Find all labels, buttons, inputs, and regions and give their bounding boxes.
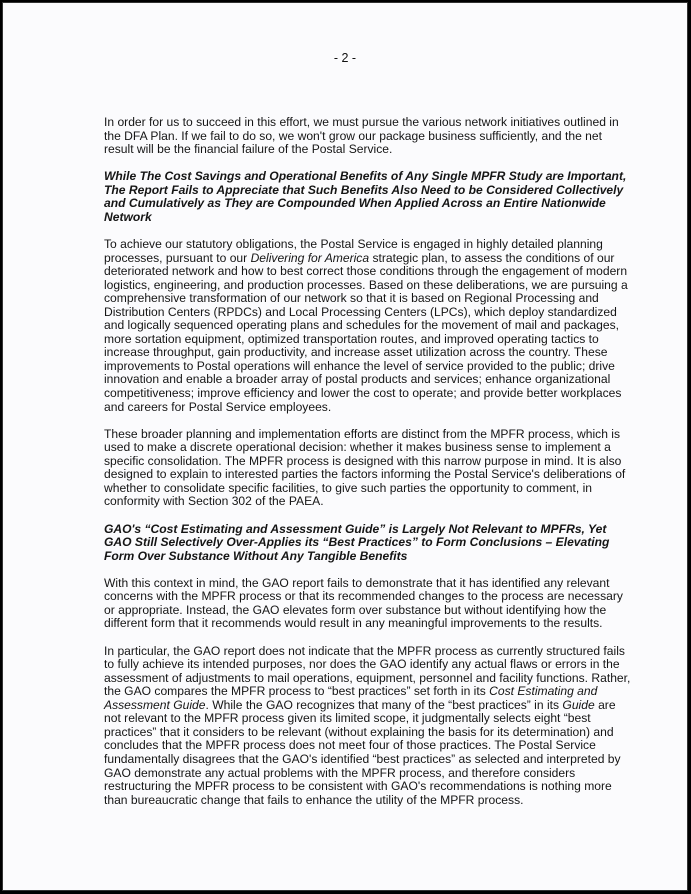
text-run: strategic plan, to assess the conditions of our deteriorated network and how to best correct those conditions through the engagement of modern logistics, engineering, and production processes. Based on these deliberations, we are pursuing a comprehensive transformation of our network so that it is based on Regional Processing and Distribution Centers (RPDCs) and Local Processing Centers (LPCs), which deploy standardized and logically sequenced operating plans and schedules for the movement of mail and packages, more sortation equipment, optimized transportation routes, and improved operating tactics to increase throughput, gain productivity, and increase asset utilization across the country. These improvements to Postal operations will enhance the level of service provided to the public; drive innovation and enable a broader array of postal products and services; enhance organizational competitiveness; improve efficiency and lower the cost to operate; and provide better workplaces and careers for Postal Service employees. bbox=[104, 250, 628, 414]
section-heading-cost-savings: While The Cost Savings and Operational Benefits of Any Single MPFR Study are Important, The Report Fails to Appreciate that Such Benefits Also Need to be Considered Collectively and Cumulatively as They are Compounded When Applied Across an Entire Nationwide Network bbox=[104, 169, 627, 224]
document-page bbox=[2, 2, 688, 891]
text-run: are not relevant to the MPFR process given its limited scope, it judgmentally selects eight “best practices” that it considers to be relevant (without explaining the basis for its determination) and concludes that the MPFR process does not meet four of those practices. The Postal Service fundamentally disagrees that the GAO's identified “best practices” as selected and interpreted by GAO demonstrate any actual problems with the MPFR process, and therefore considers restructuring the MPFR process to be consistent with GAO's recommendations is nothing more than bureaucratic change that fails to enhance the utility of the MPFR process. bbox=[104, 697, 621, 807]
text-run: In particular, the GAO report does not indicate that the MPFR process as currently structured fails to fully achieve its intended purposes, nor does the GAO identify any actual flaws or errors in the assessment of adjustments to mail operations, equipment, personnel and facility functions. Rather, the GAO compares the MPFR process to “best practices” set forth in its bbox=[104, 643, 631, 699]
text-run: . While the GAO recognizes that many of the “best practices” in its bbox=[205, 697, 563, 712]
guide-title: Cost Estimating and Assessment Guide bbox=[104, 684, 598, 712]
page-number: - 2 - bbox=[333, 51, 357, 65]
guide-short-title: Guide bbox=[562, 697, 595, 712]
plan-title: Delivering for America bbox=[250, 250, 370, 265]
paragraph-dfa-plan: In order for us to succeed in this effort, we must pursue the various network initiatives outlined in the DFA Plan. If we fail to do so, we won't grow our package business sufficiently, and the net result will be the financial failure of the Postal Service. bbox=[104, 115, 619, 157]
section-heading-gao-guide: GAO's “Cost Estimating and Assessment Guide” is Largely Not Relevant to MPFRs, Yet GAO Still Selectively Over-Applies its “Best Practices” to Form Conclusions – Elevating Form Over Substance Without Any Tangible Benefits bbox=[104, 521, 610, 563]
paragraph-best-practices bbox=[104, 645, 634, 808]
document-body bbox=[104, 116, 634, 821]
paragraph-statutory-obligations bbox=[104, 238, 634, 414]
text-run: To achieve our statutory obligations, the Postal Service is engaged in highly detailed planning processes, pursuant to our bbox=[104, 237, 603, 265]
paragraph-context: With this context in mind, the GAO report fails to demonstrate that it has identified any relevant concerns with the MPFR process or that its recommended changes to the process are necessary or appropriate. Instead, the GAO elevates form over substance but without identifying how the different form that it recommends would result in any meaningful improvements to the results. bbox=[104, 575, 623, 631]
paragraph-mpfr-distinct: These broader planning and implementation efforts are distinct from the MPFR process, which is used to make a discrete operational decision: whether it makes business sense to implement a specific consolidation. The MPFR process is designed with this narrow purpose in mind. It is also designed to explain to interested parties the factors informing the Postal Service's deliberations of whether to consolidate specific facilities, to give such parties the opportunity to comment, in conformity with Section 302 of the PAEA. bbox=[104, 426, 626, 509]
